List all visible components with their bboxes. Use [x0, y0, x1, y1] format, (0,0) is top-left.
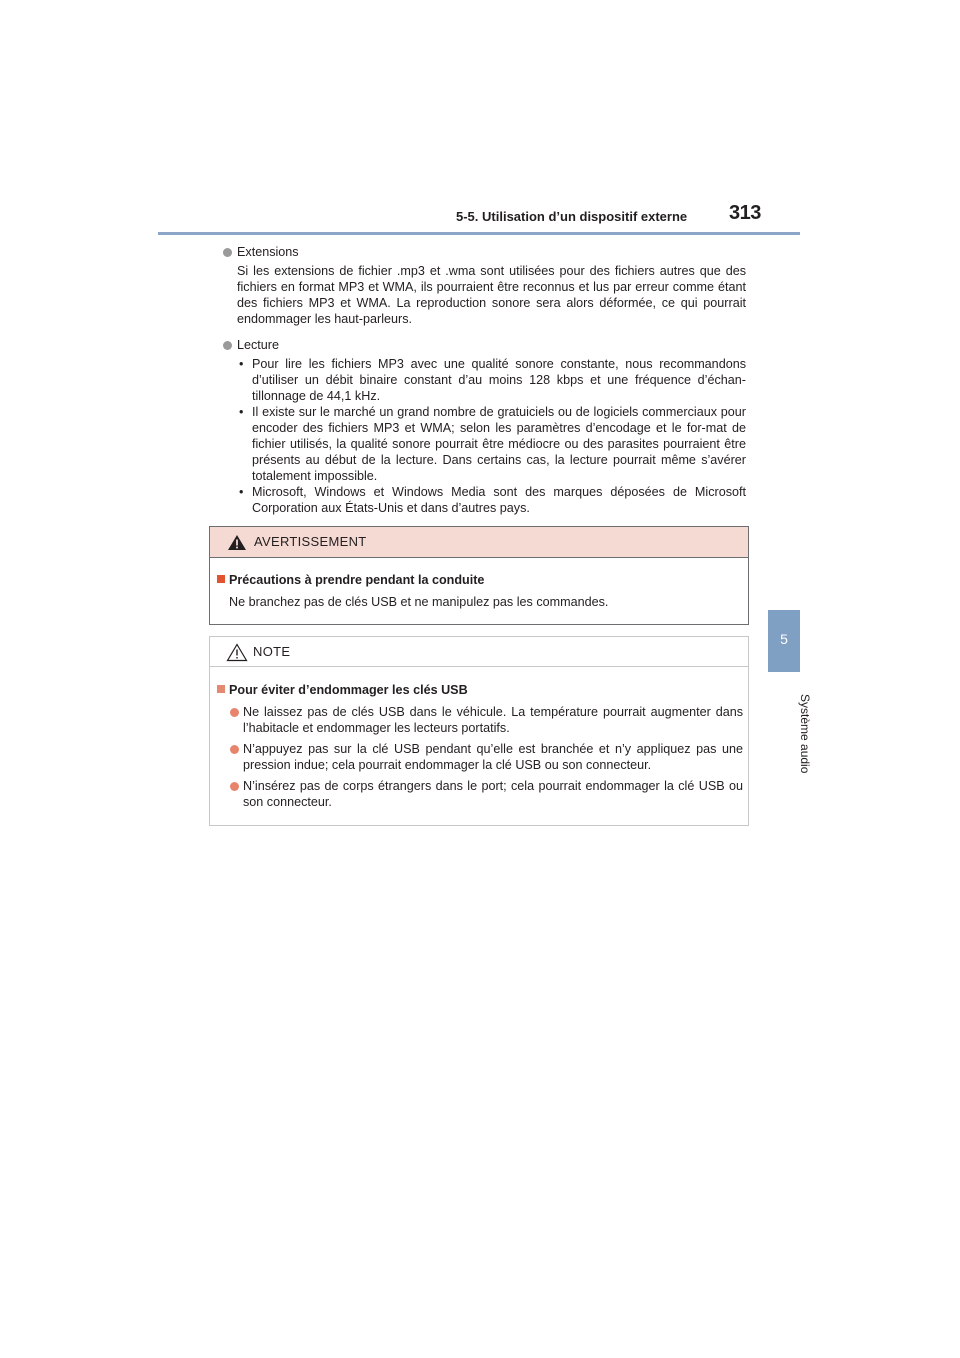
list-item-text: Il existe sur le marché un grand nombre de gratuiciels ou de logiciels commerciaux pour encoder des fichiers MP3 et WMA; selon les paramètres d’encodage et le for-mat de fichier utilisés, la qualité sonore pourrait être médiocre ou des parasites pourraient être présents au début de la lecture. Dans certains cas, la lecture pourrait même s’avérer totalement impossible. [252, 405, 746, 483]
warning-triangle-icon [227, 534, 247, 551]
chapter-tab [768, 610, 800, 672]
list-item [222, 484, 746, 516]
section-heading-label: Extensions [237, 245, 299, 259]
list-item-text: Pour lire les fichiers MP3 avec une qualité sonore constante, nous recommandons d’utiliser un débit binaire constant d’au moins 128 kbps et une fréquence d’échan-tillonnage de 44,1 kHz. [252, 357, 746, 403]
main-content [222, 244, 746, 516]
section-heading-label: Lecture [237, 338, 280, 352]
square-bullet-icon [217, 575, 225, 583]
note-list-item [217, 741, 743, 773]
warning-subheading-label: Précautions à prendre pendant la conduite [229, 573, 485, 587]
warning-subheading [217, 572, 743, 588]
note-body [217, 682, 743, 815]
note-title: NOTE [253, 644, 291, 659]
list-item [222, 404, 746, 484]
note-subheading-label: Pour éviter d’endommager les clés USB [229, 683, 468, 697]
warning-box [209, 526, 749, 625]
caution-triangle-icon [226, 643, 248, 662]
bullet-icon [230, 708, 239, 717]
warning-body [217, 572, 743, 610]
note-header [210, 637, 748, 667]
note-list-item [217, 704, 743, 736]
list-item-text: Microsoft, Windows et Windows Media sont des marques déposées de Microsoft Corporation aux États-Unis et dans d’autres pays. [252, 485, 746, 515]
section-paragraph: Si les extensions de fichier .mp3 et .wma sont utilisées pour des fichiers autres que des fichiers en format MP3 et WMA, ils pourraient être reconnus et lus par erreur comme étant des fichiers MP3 et WMA. La reproduction sonore sera alors déformée, ce qui pourrait endommager les haut-parleurs. [237, 264, 746, 326]
note-box [209, 636, 749, 826]
bullet-icon [223, 248, 232, 257]
section-heading-lecture [222, 337, 746, 353]
chapter-number: 5 [780, 631, 788, 647]
note-subheading [217, 682, 743, 698]
note-item-text: N’insérez pas de corps étrangers dans le port; cela pourrait endommager la clé USB ou son connecteur. [243, 779, 743, 809]
list-marker: • [239, 357, 244, 371]
list-marker: • [239, 405, 244, 419]
running-header-title: 5-5. Utilisation d’un dispositif externe [456, 209, 688, 224]
page-number: 313 [729, 202, 761, 224]
list-item [222, 356, 746, 404]
list-marker: • [239, 485, 244, 499]
note-item-text: N’appuyez pas sur la clé USB pendant qu’elle est branchée et n’y appliquez pas une pression indue; cela pourrait endommager la clé USB ou son connecteur. [243, 742, 743, 772]
note-list-item [217, 778, 743, 810]
bullet-icon [230, 745, 239, 754]
square-bullet-icon [217, 685, 225, 693]
bullet-icon [223, 341, 232, 350]
warning-title: AVERTISSEMENT [254, 534, 367, 549]
section-heading-extensions [222, 244, 746, 260]
note-item-text: Ne laissez pas de clés USB dans le véhicule. La température pourrait augmenter dans l’habitacle et endommager les lecteurs portatifs. [243, 705, 743, 735]
bullet-icon [230, 782, 239, 791]
warning-text: Ne branchez pas de clés USB et ne manipulez pas les commandes. [229, 595, 609, 609]
header-divider [158, 232, 800, 235]
warning-header [210, 527, 748, 558]
chapter-label: Système audio [798, 693, 812, 773]
